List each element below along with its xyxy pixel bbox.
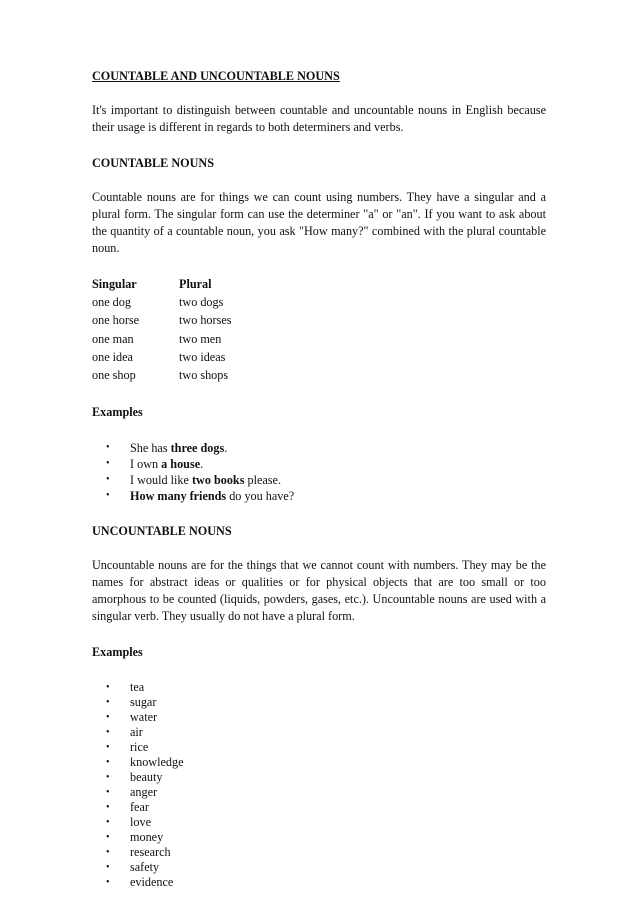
list-item: • safety	[106, 860, 160, 875]
list-item: • tea	[106, 680, 145, 695]
list-item: • air	[106, 725, 143, 740]
table-row	[92, 294, 299, 312]
bullet-icon: •	[106, 697, 110, 709]
table-cell-singular: one idea	[92, 349, 133, 364]
table-header-row	[92, 276, 299, 294]
bullet-icon: •	[106, 757, 110, 769]
bullet-icon: •	[106, 742, 110, 754]
bullet-icon: •	[106, 832, 110, 844]
countable-examples-list	[92, 440, 546, 504]
bullet-icon: •	[106, 458, 110, 470]
document-title: COUNTABLE AND UNCOUNTABLE NOUNS	[92, 69, 340, 83]
list-item: • sugar	[106, 695, 157, 710]
bullet-icon: •	[106, 847, 110, 859]
bullet-icon: •	[106, 490, 110, 502]
table-cell-singular: one shop	[92, 367, 136, 382]
list-item: • How many friends do you have?	[106, 489, 295, 504]
table-cell-plural: two ideas	[179, 349, 226, 364]
table-header-singular: Singular	[92, 277, 137, 291]
table-header-plural: Plural	[179, 277, 212, 291]
uncountable-examples-heading: Examples	[92, 645, 143, 660]
list-item: • love	[106, 815, 151, 830]
list-item: • money	[106, 830, 164, 845]
bullet-icon: •	[106, 787, 110, 799]
list-item: • beauty	[106, 770, 163, 785]
intro-paragraph: It's important to distinguish between countable and uncountable nouns in English because their usage is different in regards to both determiners and verbs.	[92, 103, 546, 134]
list-item: • knowledge	[106, 755, 184, 770]
table-row	[92, 367, 299, 385]
bullet-icon: •	[106, 877, 110, 889]
uncountable-heading: UNCOUNTABLE NOUNS	[92, 524, 232, 539]
bullet-icon: •	[106, 817, 110, 829]
uncountable-examples-list	[92, 680, 546, 890]
list-item: • I own a house.	[106, 457, 204, 472]
bullet-icon: •	[106, 772, 110, 784]
table-cell-plural: two dogs	[179, 295, 224, 310]
countable-paragraph: Countable nouns are for things we can count using numbers. They have a singular and a plural form. The singular form can use the determiner "a" or "an". If you want to ask about the quantity of a countable noun, you ask "How many?" combined with the plural countable noun.	[92, 190, 546, 255]
bullet-icon: •	[106, 474, 110, 486]
list-item: • anger	[106, 785, 158, 800]
table-cell-singular: one horse	[92, 313, 140, 328]
bullet-icon: •	[106, 682, 110, 694]
list-item: • evidence	[106, 875, 174, 890]
list-item: • fear	[106, 800, 149, 815]
singular-plural-table	[92, 276, 299, 385]
list-item: • She has three dogs.	[106, 441, 228, 456]
table-row	[92, 312, 299, 330]
table-row	[92, 331, 299, 349]
countable-examples-heading: Examples	[92, 405, 143, 420]
table-cell-plural: two horses	[179, 313, 232, 328]
list-item: • I would like two books please.	[106, 473, 281, 488]
bullet-icon: •	[106, 727, 110, 739]
table-row	[92, 349, 299, 367]
list-item: • water	[106, 710, 158, 725]
table-cell-plural: two shops	[179, 367, 229, 382]
table-cell-singular: one dog	[92, 295, 131, 310]
bullet-icon: •	[106, 802, 110, 814]
bullet-icon: •	[106, 712, 110, 724]
list-item: • rice	[106, 740, 149, 755]
table-cell-plural: two men	[179, 331, 222, 346]
bullet-icon: •	[106, 442, 110, 454]
countable-heading: COUNTABLE NOUNS	[92, 156, 215, 170]
table-cell-singular: one man	[92, 331, 134, 346]
bullet-icon: •	[106, 862, 110, 874]
list-item: • research	[106, 845, 171, 860]
uncountable-paragraph: Uncountable nouns are for the things that we cannot count with numbers. They may be the names for abstract ideas or qualities or for physical objects that are too small or too amorphous to be counted (liquids, powders, gases, etc.). Uncountable nouns are used with a singular verb. They usually do not have a plural form.	[92, 558, 546, 624]
